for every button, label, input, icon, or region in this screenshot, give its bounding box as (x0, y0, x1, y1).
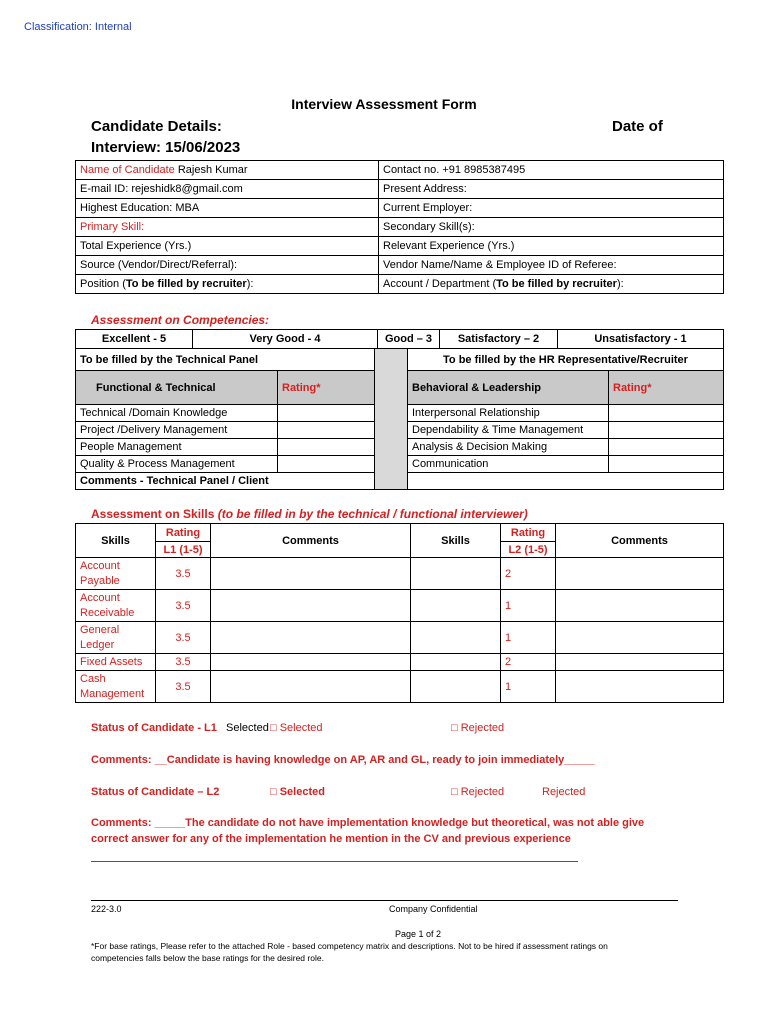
education-cell: Highest Education: MBA (76, 199, 379, 218)
footer-note-line-1: *For base ratings, Please refer to the attached Role - based competency matrix and descriptions. Not to be hired if assessment ratings on (91, 941, 608, 951)
competency-item: Analysis & Decision Making (408, 439, 609, 456)
l2-comments-header: Comments (556, 524, 724, 558)
l1-selected-text: Selected (226, 722, 269, 734)
form-title: Interview Assessment Form (291, 96, 477, 112)
functional-rating-header: Rating* (278, 371, 375, 405)
competency-rating[interactable] (278, 405, 375, 422)
skill-l2-rating: 1 (501, 671, 556, 703)
skill-l2-rating: 1 (501, 622, 556, 654)
behavioral-rating-header: Rating* (609, 371, 724, 405)
account-label: Account / Department ( (383, 278, 497, 290)
skill-l2-name (411, 590, 501, 622)
candidate-details-table (75, 160, 724, 294)
skill-l2-name (411, 558, 501, 590)
skill-l2-name (411, 671, 501, 703)
skill-l1-rating: 3.5 (156, 590, 211, 622)
footer-rule (91, 900, 678, 901)
competency-rating[interactable] (609, 439, 724, 456)
l2-status-label: Status of Candidate – L2 (91, 786, 220, 798)
skill-l2-comment[interactable] (556, 671, 724, 703)
skill-name: Fixed Assets (76, 654, 156, 671)
skill-l1-comment[interactable] (211, 671, 411, 703)
classification-label: Classification: Internal (24, 21, 132, 33)
l1-rating-header: Rating (156, 524, 211, 542)
date-label: Date of (612, 118, 663, 135)
scale-excellent: Excellent - 5 (76, 330, 193, 348)
source-cell: Source (Vendor/Direct/Referral): (76, 256, 379, 275)
skill-l2-comment[interactable] (556, 590, 724, 622)
skill-l2-rating: 2 (501, 558, 556, 590)
competency-item: Dependability & Time Management (408, 422, 609, 439)
contact-cell: Contact no. +91 8985387495 (379, 161, 724, 180)
employer-cell: Current Employer: (379, 199, 724, 218)
l2-selected-checkbox[interactable]: □ Selected (270, 786, 325, 798)
skill-l1-rating: 3.5 (156, 622, 211, 654)
footer-page: Page 1 of 2 (395, 929, 442, 939)
skills-col-header-2: Skills (411, 524, 501, 558)
skills-col-header: Skills (76, 524, 156, 558)
skill-l2-rating: 2 (501, 654, 556, 671)
name-label: Name of Candidate (80, 164, 175, 176)
skills-table (75, 523, 724, 703)
competency-rating[interactable] (278, 422, 375, 439)
competency-rating[interactable] (278, 439, 375, 456)
position-cell (76, 275, 379, 294)
competency-rating[interactable] (278, 456, 375, 473)
competency-rating[interactable] (609, 456, 724, 473)
account-end: ): (616, 278, 624, 290)
competencies-table (75, 329, 724, 490)
scale-good: Good – 3 (378, 330, 440, 348)
skill-l2-rating: 1 (501, 590, 556, 622)
comments-underline (91, 861, 578, 862)
scale-unsatisfactory: Unsatisfactory - 1 (594, 333, 687, 345)
skill-l1-rating: 3.5 (156, 654, 211, 671)
scale-very-good: Very Good - 4 (193, 330, 378, 348)
name-cell (76, 161, 379, 180)
interview-date: Interview: 15/06/2023 (91, 139, 241, 156)
technical-comments-label: Comments - Technical Panel / Client (76, 473, 375, 490)
skill-l1-comment[interactable] (211, 558, 411, 590)
technical-comments-field[interactable] (408, 473, 724, 490)
competencies-heading: Assessment on Competencies: (91, 313, 270, 327)
l1-comments-header: Comments (211, 524, 411, 558)
l1-comments: Comments: __Candidate is having knowledge on AP, AR and GL, ready to join immediately_____ (91, 754, 595, 766)
position-note: To be filled by recruiter (125, 278, 247, 290)
competency-item: Interpersonal Relationship (408, 405, 609, 422)
l2-rating-header: Rating (501, 524, 556, 542)
skill-l1-comment[interactable] (211, 590, 411, 622)
competency-item: People Management (76, 439, 278, 456)
skill-name: General Ledger (76, 622, 156, 654)
position-end: ): (246, 278, 254, 290)
skill-l2-name (411, 622, 501, 654)
l1-rejected-checkbox[interactable]: □ Rejected (451, 722, 505, 734)
l2-rejected-checkbox[interactable]: □ Rejected (451, 786, 505, 798)
email-cell: E-mail ID: rejeshidk8@gmail.com (76, 180, 379, 199)
footer-note-line-2: competencies falls below the base ratings for the desired role. (91, 953, 324, 963)
l1-selected-checkbox[interactable]: □ Selected (270, 722, 323, 734)
skill-l2-comment[interactable] (556, 558, 724, 590)
competency-item: Quality & Process Management (76, 456, 278, 473)
footer-confidential: Company Confidential (389, 904, 478, 914)
l1-status-label: Status of Candidate - L1 (91, 722, 217, 734)
competency-item: Communication (408, 456, 609, 473)
total-exp-cell: Total Experience (Yrs.) (76, 237, 379, 256)
l2-rejected-text: Rejected (542, 786, 586, 798)
l2-scale-header: L2 (1-5) (501, 542, 556, 558)
l2-comments-line-1: Comments: _____The candidate do not have implementation knowledge but theoretical, was not able give (91, 817, 645, 829)
candidate-heading: Candidate Details: (91, 118, 222, 135)
skill-l2-name (411, 654, 501, 671)
account-cell (379, 275, 724, 294)
skill-l1-rating: 3.5 (156, 671, 211, 703)
rating-scale-row (76, 330, 724, 349)
competency-item: Project /Delivery Management (76, 422, 278, 439)
skill-name: Account Receivable (76, 590, 156, 622)
relevant-exp-cell: Relevant Experience (Yrs.) (379, 237, 724, 256)
skill-l2-comment[interactable] (556, 654, 724, 671)
tech-panel-header: To be filled by the Technical Panel (76, 349, 375, 371)
skill-l1-comment[interactable] (211, 654, 411, 671)
competency-rating[interactable] (609, 422, 724, 439)
name-value: Rajesh Kumar (177, 164, 248, 176)
account-note: To be filled by recruiter (496, 278, 617, 290)
behavioral-header: Behavioral & Leadership (408, 371, 609, 405)
grey-divider (375, 349, 408, 490)
scale-satisfactory: Satisfactory – 2 (440, 330, 558, 348)
competency-rating[interactable] (609, 405, 724, 422)
skill-l1-comment[interactable] (211, 622, 411, 654)
skill-name: Account Payable (76, 558, 156, 590)
skill-name: Cash Management (76, 671, 156, 703)
skills-heading: Assessment on Skills (to be filled in by the technical / functional interviewer) (91, 507, 528, 521)
address-cell: Present Address: (379, 180, 724, 199)
primary-skill-cell: Primary Skill: (76, 218, 379, 237)
l1-scale-header: L1 (1-5) (156, 542, 211, 558)
secondary-skill-cell: Secondary Skill(s): (379, 218, 724, 237)
functional-header: Functional & Technical (76, 371, 278, 405)
skill-l1-rating: 3.5 (156, 558, 211, 590)
vendor-cell: Vendor Name/Name & Employee ID of Referee: (379, 256, 724, 275)
competency-item: Technical /Domain Knowledge (76, 405, 278, 422)
footer-code: 222-3.0 (91, 904, 122, 914)
l2-comments-line-2: correct answer for any of the implementation he mention in the CV and previous experience (91, 833, 571, 845)
hr-panel-header: To be filled by the HR Representative/Recruiter (408, 349, 724, 371)
skill-l2-comment[interactable] (556, 622, 724, 654)
position-label: Position ( (80, 278, 126, 290)
